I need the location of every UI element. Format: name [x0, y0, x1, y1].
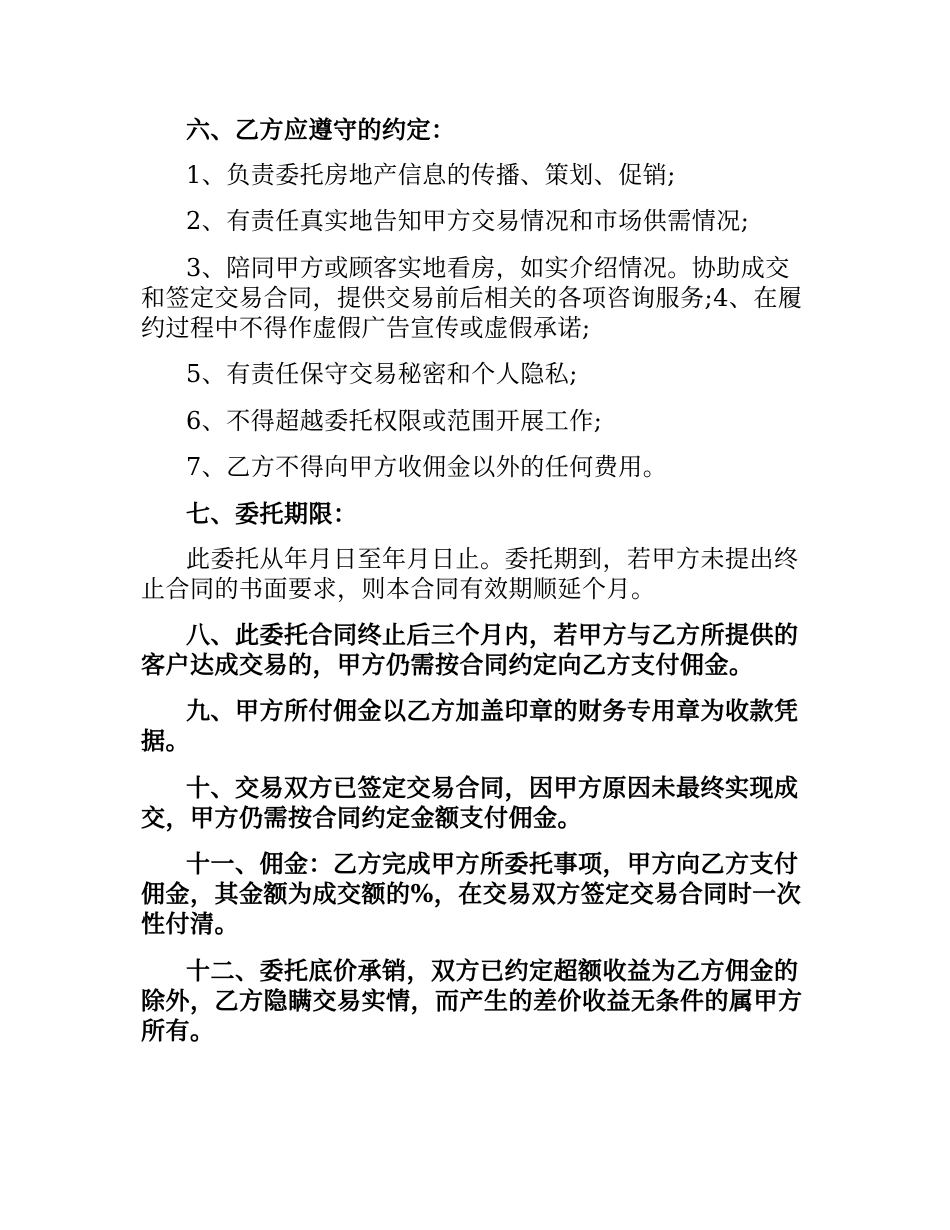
list-item-3-4: 3、陪同甲方或顾客实地看房，如实介绍情况。协助成交和签定交易合同，提供交易前后相关的各项咨询服务;4、在履约过程中不得作虚假广告宣传或虚假承诺; — [141, 254, 803, 342]
list-item-1: 1、负责委托房地产信息的传播、策划、促销; — [186, 161, 676, 189]
clause-10: 十、交易双方已签定交易合同，因甲方原因未最终实现成交，甲方仍需按合同约定金额支付佣金。 — [141, 773, 799, 832]
section-heading-6: 六、乙方应遵守的约定： — [186, 115, 456, 144]
list-item-7: 7、乙方不得向甲方收佣金以外的任何费用。 — [186, 453, 668, 481]
list-item-5: 5、有责任保守交易秘密和个人隐私; — [186, 360, 578, 388]
clause-12: 十二、委托底价承销，双方已约定超额收益为乙方佣金的除外，乙方隐瞒交易实情，而产生的差价收益无条件的属甲方所有。 — [141, 956, 803, 1045]
term-paragraph: 此委托从年月日至年月日止。委托期到，若甲方未提出终止合同的书面要求，则本合同有效期顺延个月。 — [141, 545, 799, 603]
clause-9: 九、甲方所付佣金以乙方加盖印章的财务专用章为收款凭据。 — [141, 696, 799, 755]
section-heading-7: 七、委托期限： — [186, 499, 358, 528]
list-item-6: 6、不得超越委托权限或范围开展工作; — [186, 407, 603, 435]
clause-8: 八、此委托合同终止后三个月内，若甲方与乙方所提供的客户达成交易的，甲方仍需按合同约定向乙方支付佣金。 — [141, 620, 799, 679]
list-item-2: 2、有责任真实地告知甲方交易情况和市场供需情况; — [186, 207, 750, 235]
clause-11: 十一、佣金：乙方完成甲方所委托事项，甲方向乙方支付佣金，其金额为成交额的%，在交易双方签定交易合同时一次性付清。 — [141, 849, 802, 938]
